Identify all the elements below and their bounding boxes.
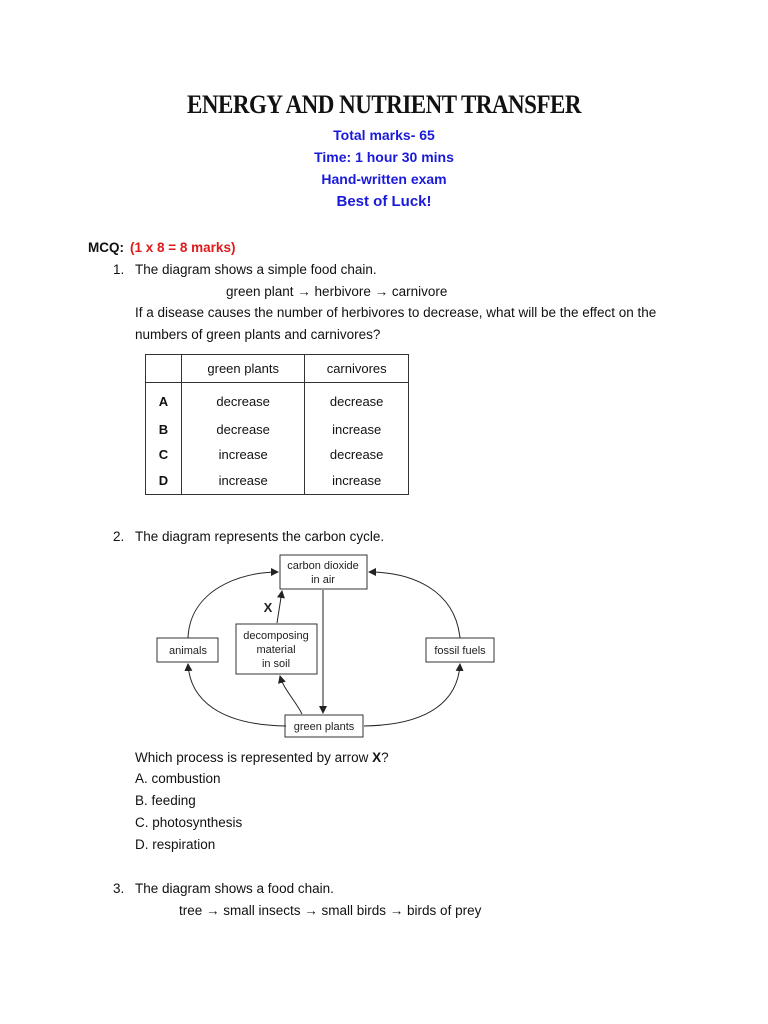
table-row xyxy=(146,416,409,442)
q2-option-d: D. respiration xyxy=(135,837,216,852)
row-plants: decrease xyxy=(182,416,305,442)
co2-label-line2: in air xyxy=(311,574,335,586)
co2-label-line1: carbon dioxide xyxy=(287,560,359,572)
q2-number: 2. xyxy=(113,529,125,544)
animals-label: animals xyxy=(169,645,207,657)
decomp-label-line2: material xyxy=(256,644,296,656)
q3-number: 3. xyxy=(113,881,125,896)
table-row xyxy=(146,468,409,495)
plants-to-decomp-arrow xyxy=(280,676,302,714)
q1-answer-table xyxy=(145,354,409,495)
q2-question-x: X xyxy=(372,750,382,765)
decomp-to-co2-arrow xyxy=(277,591,282,623)
page-title: ENERGY AND NUTRIENT TRANSFER xyxy=(187,90,581,119)
q1-question-line2: numbers of green plants and carnivores? xyxy=(135,327,381,342)
q2-question xyxy=(135,750,389,765)
mcq-marks: (1 x 8 = 8 marks) xyxy=(130,240,236,255)
q2-option-b: B. feeding xyxy=(135,793,196,808)
row-letter: C xyxy=(146,442,182,468)
table-row xyxy=(146,442,409,468)
row-plants: increase xyxy=(182,468,305,495)
row-carnivores: decrease xyxy=(305,442,409,468)
table-header-green-plants: green plants xyxy=(182,355,305,383)
plants-to-fossil-arrow xyxy=(364,664,460,726)
decomp-label-line3: in soil xyxy=(261,658,291,670)
row-plants: increase xyxy=(182,442,305,468)
row-letter: A xyxy=(146,383,182,417)
q3-food-chain: tree → small insects → small birds → birds of prey xyxy=(179,903,482,918)
table-header-blank xyxy=(146,355,182,383)
green-plants-label: green plants xyxy=(293,721,355,733)
table-header-row xyxy=(146,355,409,383)
row-letter: B xyxy=(146,416,182,442)
row-carnivores: increase xyxy=(305,468,409,495)
carbon-cycle-diagram xyxy=(150,550,510,740)
q1-question-line1: If a disease causes the number of herbivores to decrease, what will be the effect on the xyxy=(135,305,657,320)
q1-food-chain: green plant → herbivore → carnivore xyxy=(226,284,448,299)
mcq-label: MCQ: xyxy=(88,240,124,255)
q1-number: 1. xyxy=(113,262,125,277)
q2-option-a: A. combustion xyxy=(135,771,221,786)
q2-option-c: C. photosynthesis xyxy=(135,815,243,830)
exam-time: Time: 1 hour 30 mins xyxy=(314,149,454,165)
fossil-fuels-label: fossil fuels xyxy=(434,645,486,657)
q1-text: The diagram shows a simple food chain. xyxy=(135,262,377,277)
q2-question-suffix: ? xyxy=(381,750,389,765)
row-carnivores: increase xyxy=(305,416,409,442)
fossil-to-co2-arrow xyxy=(369,572,460,638)
exam-format: Hand-written exam xyxy=(321,171,447,187)
row-plants: decrease xyxy=(182,383,305,417)
row-carnivores: decrease xyxy=(305,383,409,417)
mcq-heading xyxy=(88,240,235,255)
total-marks: Total marks- 65 xyxy=(333,127,435,143)
decomp-label-line1: decomposing xyxy=(243,630,309,642)
table-header-carnivores: carnivores xyxy=(305,355,409,383)
row-letter: D xyxy=(146,468,182,495)
q2-text: The diagram represents the carbon cycle. xyxy=(135,529,385,544)
arrow-x-label: X xyxy=(263,600,273,615)
q2-question-prefix: Which process is represented by arrow xyxy=(135,750,373,765)
good-luck-message: Best of Luck! xyxy=(336,193,432,210)
table-row xyxy=(146,383,409,417)
q3-text: The diagram shows a food chain. xyxy=(135,881,334,896)
